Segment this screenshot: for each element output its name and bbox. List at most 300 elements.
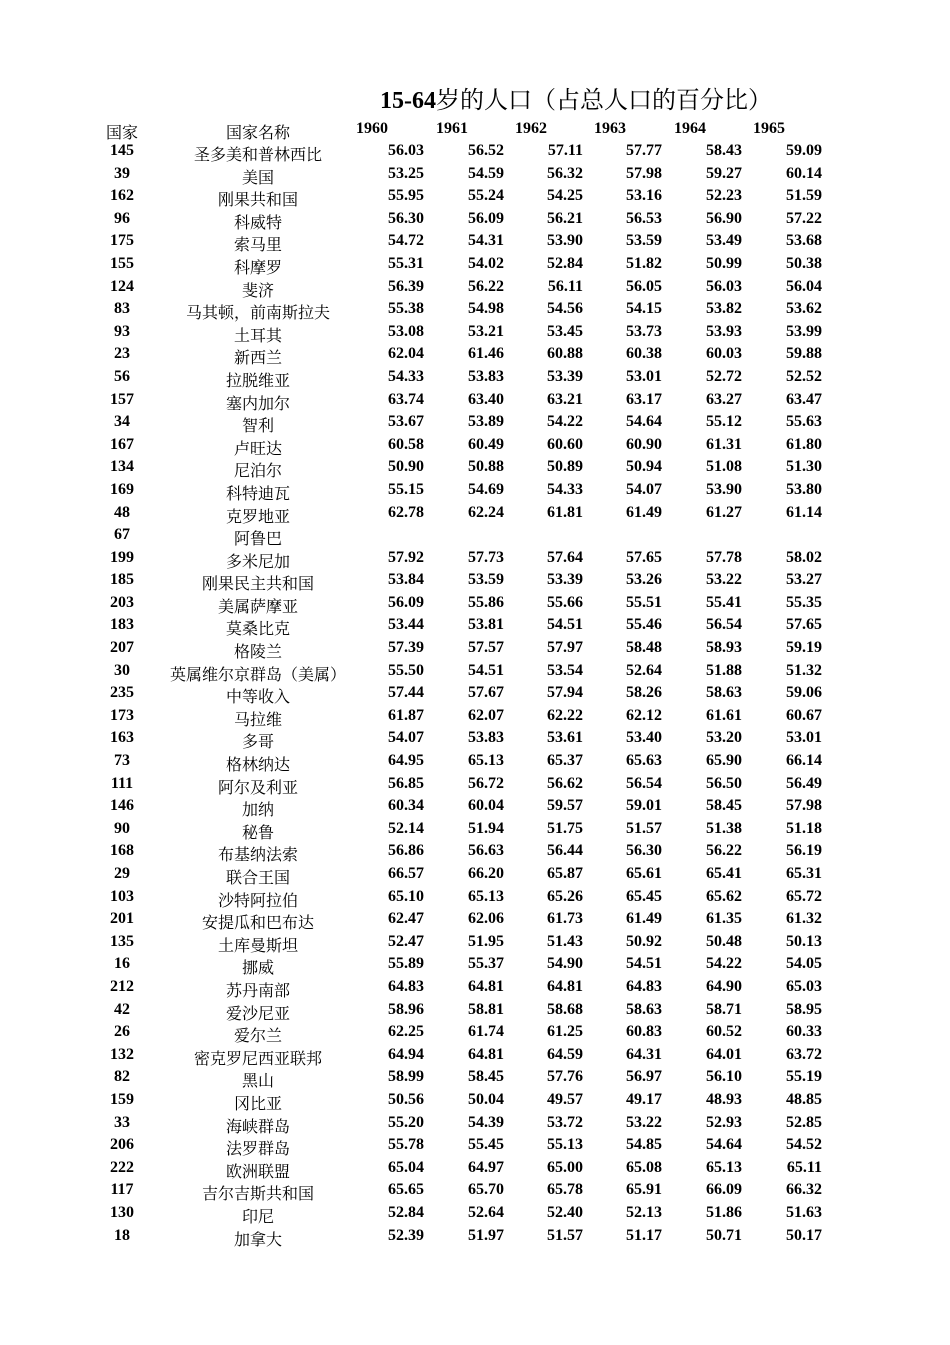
country-name: 科特迪瓦: [225, 485, 290, 503]
value-cell: 65.63: [626, 752, 662, 770]
value-cell: 51.94: [468, 819, 504, 837]
value-cell: 51.08: [706, 458, 742, 476]
country-code: 124: [110, 277, 134, 295]
table-row: [0, 187, 950, 210]
country-name: 印尼: [241, 1208, 274, 1226]
value-cell: 57.98: [786, 797, 822, 815]
value-cell: 64.01: [706, 1045, 742, 1063]
country-name: 尼泊尔: [233, 463, 282, 481]
country-name: 多哥: [241, 734, 274, 752]
value-cell: 55.86: [468, 593, 504, 611]
value-cell: 58.99: [388, 1068, 424, 1086]
value-cell: 51.30: [786, 458, 822, 476]
value-cell: 56.44: [547, 842, 583, 860]
table-row: [0, 639, 950, 662]
value-cell: 55.46: [626, 616, 662, 634]
value-cell: 51.88: [706, 661, 742, 679]
value-cell: 53.39: [547, 367, 583, 385]
value-cell: 57.77: [626, 142, 662, 159]
country-code: 67: [114, 526, 130, 544]
value-cell: 54.22: [706, 955, 742, 973]
value-cell: 64.81: [468, 1045, 504, 1063]
country-name: 圣多美和普林西比: [193, 147, 322, 164]
header-year: 1961: [436, 120, 468, 137]
value-cell: 62.47: [388, 910, 424, 928]
table-row: [0, 752, 950, 775]
value-cell: 51.82: [626, 254, 662, 272]
table-row: [0, 436, 950, 459]
table-row: [0, 1136, 950, 1159]
value-cell: 60.04: [468, 797, 504, 815]
value-cell: 60.90: [626, 435, 662, 453]
value-cell: 56.05: [626, 277, 662, 295]
country-name: 中等收入: [225, 689, 290, 707]
value-cell: 58.43: [706, 142, 742, 159]
country-code: 73: [114, 752, 130, 770]
value-cell: 65.26: [547, 887, 583, 905]
country-code: 201: [110, 910, 134, 928]
value-cell: 63.40: [468, 390, 504, 408]
value-cell: 64.94: [388, 1045, 424, 1063]
header-year: 1962: [515, 120, 547, 137]
value-cell: 53.62: [786, 300, 822, 318]
country-code: 83: [114, 300, 130, 318]
country-name: 塞内加尔: [225, 395, 290, 413]
country-code: 103: [110, 887, 134, 905]
value-cell: 61.49: [626, 503, 662, 521]
value-cell: 54.98: [468, 300, 504, 318]
value-cell: 54.31: [468, 232, 504, 250]
country-name: 斐济: [241, 282, 274, 300]
table-row: [0, 1046, 950, 1069]
country-name: 拉脱维亚: [225, 372, 290, 390]
value-cell: 66.14: [786, 752, 822, 770]
value-cell: 61.25: [547, 1023, 583, 1041]
value-cell: 60.03: [706, 345, 742, 363]
table-row: [0, 571, 950, 594]
value-cell: 60.49: [468, 435, 504, 453]
table-row: [0, 1227, 950, 1250]
country-name: 科威特: [233, 214, 282, 232]
value-cell: 51.43: [547, 932, 583, 950]
value-cell: 53.83: [468, 367, 504, 385]
country-name: 联合王国: [225, 870, 290, 887]
value-cell: 65.90: [706, 752, 742, 770]
value-cell: 50.38: [786, 254, 822, 272]
value-cell: 55.24: [468, 187, 504, 205]
table-row: [0, 910, 950, 933]
value-cell: 61.73: [547, 910, 583, 928]
value-cell: 63.21: [547, 390, 583, 408]
value-cell: 64.95: [388, 752, 424, 770]
value-cell: 52.93: [706, 1113, 742, 1131]
value-cell: 59.01: [626, 797, 662, 815]
value-cell: 50.71: [706, 1226, 742, 1244]
table-row: [0, 255, 950, 278]
value-cell: 53.22: [626, 1113, 662, 1131]
table-row: [0, 594, 950, 617]
value-cell: 64.83: [626, 977, 662, 995]
value-cell: 61.74: [468, 1023, 504, 1041]
value-cell: 53.89: [468, 413, 504, 431]
value-cell: 53.84: [388, 571, 424, 589]
value-cell: 56.54: [626, 774, 662, 792]
value-cell: 56.97: [626, 1068, 662, 1086]
country-code: 134: [110, 458, 134, 476]
value-cell: 56.30: [626, 842, 662, 860]
table-row: [0, 210, 950, 233]
value-cell: 50.48: [706, 932, 742, 950]
table-row: [0, 978, 950, 1001]
table-row: [0, 729, 950, 752]
value-cell: 59.09: [786, 142, 822, 159]
value-cell: 52.72: [706, 367, 742, 385]
table-row: [0, 526, 950, 549]
value-cell: 53.49: [706, 232, 742, 250]
value-cell: 61.14: [786, 503, 822, 521]
value-cell: 53.83: [468, 729, 504, 747]
value-cell: 51.97: [468, 1226, 504, 1244]
table-row: [0, 662, 950, 685]
value-cell: 54.51: [547, 616, 583, 634]
value-cell: 53.68: [786, 232, 822, 250]
country-code: 82: [114, 1068, 130, 1086]
country-name: 法罗群岛: [225, 1141, 290, 1159]
value-cell: 54.07: [626, 480, 662, 498]
value-cell: 58.93: [706, 639, 742, 657]
value-cell: 49.17: [626, 1090, 662, 1108]
value-cell: 55.50: [388, 661, 424, 679]
value-cell: 56.63: [468, 842, 504, 860]
value-cell: 52.84: [547, 254, 583, 272]
country-name: 新西兰: [233, 350, 282, 368]
country-name: 欧洲联盟: [225, 1163, 290, 1181]
value-cell: 56.11: [547, 277, 583, 295]
table-row: [0, 797, 950, 820]
value-cell: 62.07: [468, 706, 504, 724]
country-name: 挪威: [241, 960, 274, 978]
value-cell: 51.75: [547, 819, 583, 837]
value-cell: 56.86: [388, 842, 424, 860]
value-cell: 56.30: [388, 209, 424, 227]
table-row: [0, 504, 950, 527]
value-cell: 53.39: [547, 571, 583, 589]
value-cell: 65.03: [786, 977, 822, 995]
value-cell: 58.45: [468, 1068, 504, 1086]
value-cell: 56.72: [468, 774, 504, 792]
table-row: [0, 232, 950, 255]
value-cell: 54.64: [706, 1136, 742, 1154]
value-cell: 65.10: [388, 887, 424, 905]
value-cell: 57.67: [468, 684, 504, 702]
value-cell: 65.13: [468, 887, 504, 905]
country-name: 多米尼加: [225, 553, 290, 571]
header-year: 1963: [594, 120, 626, 137]
value-cell: 54.33: [388, 367, 424, 385]
value-cell: 56.22: [706, 842, 742, 860]
value-cell: 64.90: [706, 977, 742, 995]
value-cell: 53.45: [547, 322, 583, 340]
value-cell: 53.73: [626, 322, 662, 340]
country-name: 马拉维: [233, 711, 282, 729]
value-cell: 59.27: [706, 164, 742, 182]
value-cell: 64.81: [547, 977, 583, 995]
table-row: [0, 165, 950, 188]
value-cell: 61.35: [706, 910, 742, 928]
country-name: 海峡群岛: [225, 1118, 290, 1136]
value-cell: 62.12: [626, 706, 662, 724]
value-cell: 54.25: [547, 187, 583, 205]
value-cell: 62.06: [468, 910, 504, 928]
value-cell: 58.96: [388, 1000, 424, 1018]
country-name: 布基纳法索: [217, 847, 298, 865]
table-row: [0, 1091, 950, 1114]
value-cell: 55.20: [388, 1113, 424, 1131]
value-cell: 62.78: [388, 503, 424, 521]
value-cell: 65.04: [388, 1158, 424, 1176]
country-code: 203: [110, 593, 134, 611]
value-cell: 57.97: [547, 639, 583, 657]
page-title: [300, 80, 880, 115]
value-cell: 54.02: [468, 254, 504, 272]
country-name: 加纳: [241, 802, 274, 820]
value-cell: 53.01: [786, 729, 822, 747]
header-year: 1964: [674, 120, 706, 137]
value-cell: 56.09: [388, 593, 424, 611]
value-cell: 57.57: [468, 639, 504, 657]
value-cell: 53.99: [786, 322, 822, 340]
value-cell: 50.89: [547, 458, 583, 476]
value-cell: 53.61: [547, 729, 583, 747]
country-name: 美属萨摩亚: [217, 598, 298, 616]
value-cell: 53.21: [468, 322, 504, 340]
country-name: 英属维尔京群岛（美属）: [169, 666, 346, 684]
country-name: 冈比亚: [233, 1095, 282, 1113]
value-cell: 54.51: [626, 955, 662, 973]
value-cell: 63.72: [786, 1045, 822, 1063]
value-cell: 56.52: [468, 142, 504, 159]
value-cell: 52.64: [468, 1203, 504, 1221]
value-cell: 65.62: [706, 887, 742, 905]
value-cell: 57.73: [468, 548, 504, 566]
table-row: [0, 323, 950, 346]
country-code: 163: [110, 729, 134, 747]
value-cell: 57.92: [388, 548, 424, 566]
country-name: 沙特阿拉伯: [217, 892, 298, 910]
value-cell: 53.93: [706, 322, 742, 340]
table-row: [0, 684, 950, 707]
value-cell: 55.19: [786, 1068, 822, 1086]
value-cell: 61.80: [786, 435, 822, 453]
value-cell: 57.98: [626, 164, 662, 182]
value-cell: 53.25: [388, 164, 424, 182]
value-cell: 55.45: [468, 1136, 504, 1154]
country-code: 159: [110, 1090, 134, 1108]
value-cell: 56.32: [547, 164, 583, 182]
country-name: 加拿大: [233, 1231, 282, 1249]
value-cell: 65.61: [626, 865, 662, 882]
value-cell: 56.90: [706, 209, 742, 227]
country-name: 土耳其: [233, 327, 282, 345]
value-cell: 54.72: [388, 232, 424, 250]
value-cell: 58.95: [786, 1000, 822, 1018]
country-name: 卢旺达: [233, 440, 282, 458]
country-code: 132: [110, 1045, 134, 1063]
country-name: 刚果共和国: [217, 192, 298, 210]
table-row: [0, 1159, 950, 1182]
value-cell: 63.17: [626, 390, 662, 408]
value-cell: 53.01: [626, 367, 662, 385]
value-cell: 58.68: [547, 1000, 583, 1018]
value-cell: 65.37: [547, 752, 583, 770]
country-code: 199: [110, 548, 134, 566]
value-cell: 51.86: [706, 1203, 742, 1221]
table-row: [0, 1204, 950, 1227]
country-name: 阿尔及利亚: [217, 779, 298, 797]
table-row: [0, 933, 950, 956]
value-cell: 54.51: [468, 661, 504, 679]
value-cell: 53.54: [547, 661, 583, 679]
value-cell: 51.57: [626, 819, 662, 837]
country-name: 爱尔兰: [233, 1028, 282, 1046]
value-cell: 65.00: [547, 1158, 583, 1176]
value-cell: 61.61: [706, 706, 742, 724]
value-cell: 52.64: [626, 661, 662, 679]
value-cell: 65.45: [626, 887, 662, 905]
value-cell: 54.85: [626, 1136, 662, 1154]
title-prefix: 15-64: [380, 88, 436, 114]
value-cell: 56.21: [547, 209, 583, 227]
value-cell: 55.95: [388, 187, 424, 205]
value-cell: 61.46: [468, 345, 504, 363]
country-name: 克罗地亚: [225, 508, 290, 526]
country-code: 235: [110, 684, 134, 702]
value-cell: 55.13: [547, 1136, 583, 1154]
value-cell: 53.26: [626, 571, 662, 589]
country-code: 222: [110, 1158, 134, 1176]
country-code: 16: [114, 955, 130, 973]
value-cell: 59.19: [786, 639, 822, 657]
country-code: 146: [110, 797, 134, 815]
value-cell: 51.57: [547, 1226, 583, 1244]
value-cell: 54.05: [786, 955, 822, 973]
value-cell: 54.15: [626, 300, 662, 318]
value-cell: 66.32: [786, 1181, 822, 1199]
value-cell: 59.57: [547, 797, 583, 815]
country-code: 212: [110, 977, 134, 995]
value-cell: 51.59: [786, 187, 822, 205]
header-year: 1960: [356, 120, 388, 137]
value-cell: 64.97: [468, 1158, 504, 1176]
value-cell: 49.57: [547, 1090, 583, 1108]
country-code: 96: [114, 209, 130, 227]
value-cell: 57.78: [706, 548, 742, 566]
value-cell: 56.22: [468, 277, 504, 295]
value-cell: 58.63: [626, 1000, 662, 1018]
value-cell: 57.39: [388, 639, 424, 657]
value-cell: 54.07: [388, 729, 424, 747]
header-country-code: 国家: [105, 125, 138, 142]
value-cell: 65.13: [468, 752, 504, 770]
table-row: [0, 481, 950, 504]
value-cell: 65.70: [468, 1181, 504, 1199]
country-code: 111: [110, 774, 134, 792]
value-cell: 50.92: [626, 932, 662, 950]
country-code: 155: [110, 254, 134, 272]
value-cell: 58.02: [786, 548, 822, 566]
value-cell: 56.50: [706, 774, 742, 792]
country-name: 密克罗尼西亚联邦: [193, 1050, 322, 1068]
value-cell: 62.22: [547, 706, 583, 724]
country-code: 29: [114, 865, 130, 882]
value-cell: 50.90: [388, 458, 424, 476]
value-cell: 55.41: [706, 593, 742, 611]
country-code: 42: [114, 1000, 130, 1018]
country-name: 智利: [241, 418, 274, 436]
value-cell: 65.91: [626, 1181, 662, 1199]
table-row: [0, 391, 950, 414]
header-country-name: 国家名称: [225, 125, 290, 142]
value-cell: 53.22: [706, 571, 742, 589]
value-cell: 53.59: [468, 571, 504, 589]
value-cell: 57.11: [547, 142, 583, 159]
title-suffix: 岁的人口（占总人口的百分比）: [436, 88, 772, 114]
value-cell: 61.27: [706, 503, 742, 521]
value-cell: 57.22: [786, 209, 822, 227]
value-cell: 58.71: [706, 1000, 742, 1018]
value-cell: 61.81: [547, 503, 583, 521]
value-cell: 53.67: [388, 413, 424, 431]
value-cell: 52.84: [388, 1203, 424, 1221]
table-row: [0, 1181, 950, 1204]
table-row: [0, 820, 950, 843]
value-cell: 65.11: [786, 1158, 822, 1176]
country-name: 安提瓜和巴布达: [201, 915, 314, 933]
value-cell: 53.44: [388, 616, 424, 634]
value-cell: 56.49: [786, 774, 822, 792]
country-name: 阿鲁巴: [233, 531, 282, 549]
value-cell: 60.88: [547, 345, 583, 363]
value-cell: 51.38: [706, 819, 742, 837]
value-cell: 51.18: [786, 819, 822, 837]
value-cell: 64.31: [626, 1045, 662, 1063]
value-cell: 53.16: [626, 187, 662, 205]
table-row: [0, 368, 950, 391]
country-code: 157: [110, 390, 134, 408]
country-code: 183: [110, 616, 134, 634]
country-name: 吉尔吉斯共和国: [201, 1186, 314, 1204]
value-cell: 54.33: [547, 480, 583, 498]
value-cell: 66.57: [388, 865, 424, 882]
value-cell: 60.60: [547, 435, 583, 453]
value-cell: 53.20: [706, 729, 742, 747]
country-code: 39: [114, 164, 130, 182]
value-cell: 55.31: [388, 254, 424, 272]
country-code: 145: [110, 142, 134, 159]
value-cell: 65.65: [388, 1181, 424, 1199]
value-cell: 53.59: [626, 232, 662, 250]
value-cell: 56.09: [468, 209, 504, 227]
country-name: 苏丹南部: [225, 982, 290, 1000]
value-cell: 60.58: [388, 435, 424, 453]
value-cell: 54.22: [547, 413, 583, 431]
table-row: [0, 842, 950, 865]
value-cell: 50.94: [626, 458, 662, 476]
country-name: 爱沙尼亚: [225, 1005, 290, 1023]
value-cell: 50.04: [468, 1090, 504, 1108]
value-cell: 62.25: [388, 1023, 424, 1041]
value-cell: 58.63: [706, 684, 742, 702]
